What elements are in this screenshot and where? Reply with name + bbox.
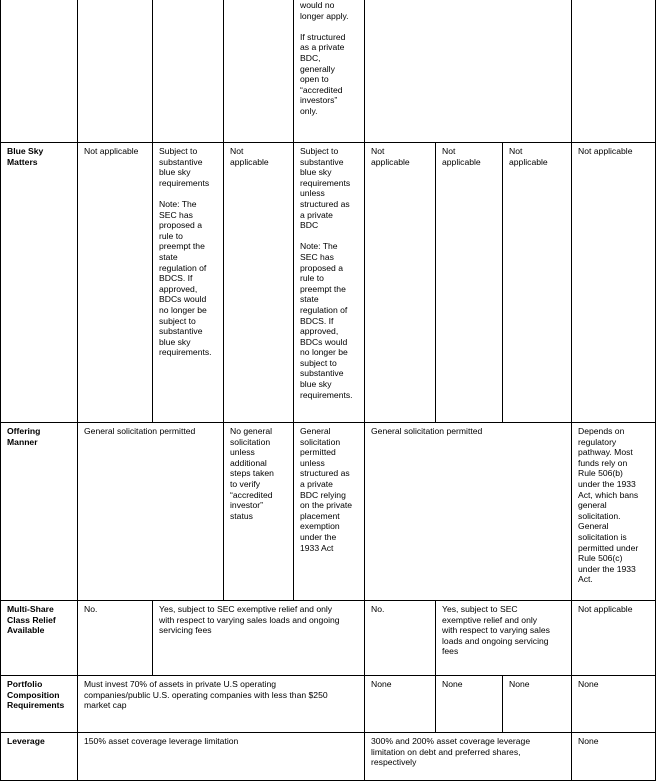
table-cell: [78, 0, 153, 143]
table-cell: 300% and 200% asset coverage leverage limitation on debt and preferred shares, respectively: [365, 733, 572, 781]
table-row-leverage: [1, 733, 656, 781]
table-cell: General solicitation permitted: [365, 423, 572, 601]
row-header-multi-share-class: Multi-Share Class Relief Available: [1, 601, 78, 676]
table-cell: Must invest 70% of assets in private U.S operating companies/public U.S. operating companies with less than $250 market cap: [78, 676, 365, 733]
table-cell: [572, 0, 656, 143]
table-cell: Not applicable: [503, 143, 572, 423]
table-cell: None: [503, 676, 572, 733]
table-cell: Not applicable: [365, 143, 436, 423]
row-header-blue-sky-matters: Blue Sky Matters: [1, 143, 78, 423]
table-cell: Yes, subject to SEC exemptive relief and only with respect to varying sales loads and ongoing servicing fees: [153, 601, 365, 676]
row-header-portfolio-composition: Portfolio Composition Requirements: [1, 676, 78, 733]
table-cell: 150% asset coverage leverage limitation: [78, 733, 365, 781]
table-row-offering-manner: [1, 423, 656, 601]
table-row-multi-share: [1, 601, 656, 676]
table-cell: General solicitation permitted: [78, 423, 224, 601]
row-header-offering-manner: Offering Manner: [1, 423, 78, 601]
table-cell: None: [572, 676, 656, 733]
table-cell: No.: [365, 601, 436, 676]
table-cell: Not applicable: [224, 143, 294, 423]
table-cell: None: [572, 733, 656, 781]
table-cell: None: [436, 676, 503, 733]
table-cell: Not applicable: [572, 143, 656, 423]
table-cell: General solicitation permitted unless structured as a private BDC relying on the private placement exemption under the 1933 Act: [294, 423, 365, 601]
table-row-continued: [1, 0, 656, 143]
row-header-cell: [1, 0, 78, 143]
table-cell: None: [365, 676, 436, 733]
table-cell: No general solicitation unless additional steps taken to verify “accredited investor” status: [224, 423, 294, 601]
table-cell: [224, 0, 294, 143]
table-cell: Subject to substantive blue sky requirements Note: The SEC has proposed a rule to preempt the state regulation of BDCS. If approved, BDCs would no longer be subject to substantive blue sky requirements.: [153, 143, 224, 423]
row-header-leverage: Leverage: [1, 733, 78, 781]
table-cell: [365, 0, 572, 143]
table-cell: Not applicable: [572, 601, 656, 676]
table-row-portfolio-composition: [1, 676, 656, 733]
table-cell: Depends on regulatory pathway. Most funds rely on Rule 506(b) under the 1933 Act, which bans general solicitation. General solicitation is permitted under Rule 506(c) under the 1933 Act.: [572, 423, 656, 601]
table-cell: [153, 0, 224, 143]
table-cell: Subject to substantive blue sky requirements unless structured as a private BDC Note: The SEC has proposed a rule to preempt the state regulation of BDCS. If approved, BDCs would no longer be subject to substantive blue sky requirements.: [294, 143, 365, 423]
table-cell: Not applicable: [436, 143, 503, 423]
table-cell: would no longer apply. If structured as a private BDC, generally open to “accredited investors” only.: [294, 0, 365, 143]
table-cell: Yes, subject to SEC exemptive relief and only with respect to varying sales loads and ongoing servicing fees: [436, 601, 572, 676]
table-cell: Not applicable: [78, 143, 153, 423]
table-cell: No.: [78, 601, 153, 676]
table-row-blue-sky: [1, 143, 656, 423]
